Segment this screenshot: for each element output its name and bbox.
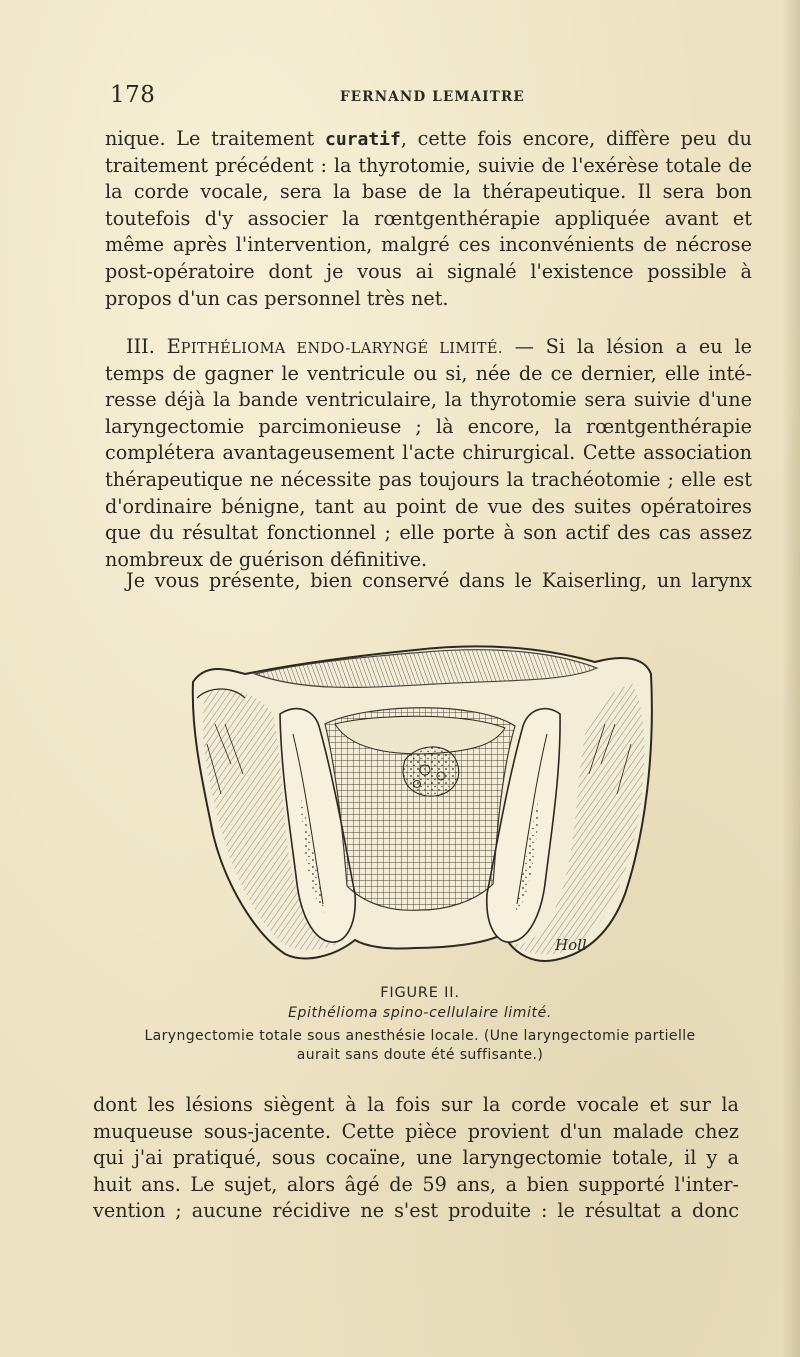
text-line: temps de gagner le ventricule ou si, née de ce dernier, elle inté- [105,361,752,385]
text-line: la corde vocale, sera la base de la thérapeutique. Il sera bon [105,180,752,204]
section-heading: PITHÉLIOMA ENDO-LARYNGÉ LIMITÉ. [180,341,503,357]
text-line: Je vous présente, bien conservé dans le Kaiserling, un larynx [126,569,752,592]
text-line: propos d'un cas personnel très net. [105,286,449,310]
text-line: complétera avantageusement l'acte chirurgical. Cette association [105,441,752,465]
text-line: dont les lésions siègent à la fois sur la corde vocale et sur la [93,1093,739,1116]
text-line: post-opératoire dont je vous ai signalé l'existence possible à [105,259,752,283]
text-line: resse déjà la bande ventriculaire, la thyrotomie sera suivie d'une [105,388,752,412]
paragraph-1 [105,126,752,312]
figure-caption-subtitle: Epithélioma spino-cellulaire limité. [288,1005,552,1021]
text-line: traitement précédent : la thyrotomie, suivie de l'exérèse totale de [105,153,752,177]
text-line: nique. Le traitement curatif, cette fois encore, diffère peu du [105,127,752,150]
figure-caption-text [100,1027,740,1064]
caption-line: Laryngectomie totale sous anesthésie locale. (Une laryngectomie partielle [144,1028,696,1044]
page-number: 178 [110,82,156,108]
artist-signature: Holl [555,936,587,954]
paragraph-4 [93,1092,739,1225]
page-header [110,82,750,112]
text-line: qui j'ai pratiqué, sous cocaïne, une laryngectomie totale, il y a [93,1146,739,1170]
text-line: nombreux de guérison définitive. [105,547,428,571]
text-line: même après l'intervention, malgré ces inconvénients de nécrose [105,233,752,257]
caption-line: aurait sans doute été suffisante.) [296,1046,544,1063]
figure-caption-title: FIGURE II. [380,985,460,1001]
text-line: vention ; aucune récidive ne s'est produite : le résultat a donc [93,1199,739,1223]
larynx-illustration [185,634,655,970]
text-line: laryngectomie parcimonieuse ; là encore, la rœntgenthérapie [105,414,752,438]
running-head: FERNAND LEMAITRE [340,89,525,105]
text-line: toutefois d'y associer la rœntgenthérapie appliquée avant et [105,206,752,230]
paragraph-3 [105,568,752,595]
text-line: thérapeutique ne nécessite pas toujours la trachéotomie ; elle est [105,467,752,491]
text-line: muqueuse sous-jacente. Cette pièce provient d'un malade chez [93,1119,739,1143]
text-line: d'ordinaire bénigne, tant au point de vue des suites opératoires [105,494,752,518]
section-heading-line: III. EPITHÉLIOMA ENDO-LARYNGÉ LIMITÉ. — Si la lésion a eu le [126,335,752,358]
paragraph-2 [105,334,752,573]
section-number: III. [126,335,155,358]
text-line: que du résultat fonctionnel ; elle porte à son actif des cas assez [105,521,752,545]
page-edge-shadow [782,0,800,1357]
emphasis-curatif: curatif [325,129,401,150]
text-line: huit ans. Le sujet, alors âgé de 59 ans, a bien supporté l'inter- [93,1172,739,1196]
